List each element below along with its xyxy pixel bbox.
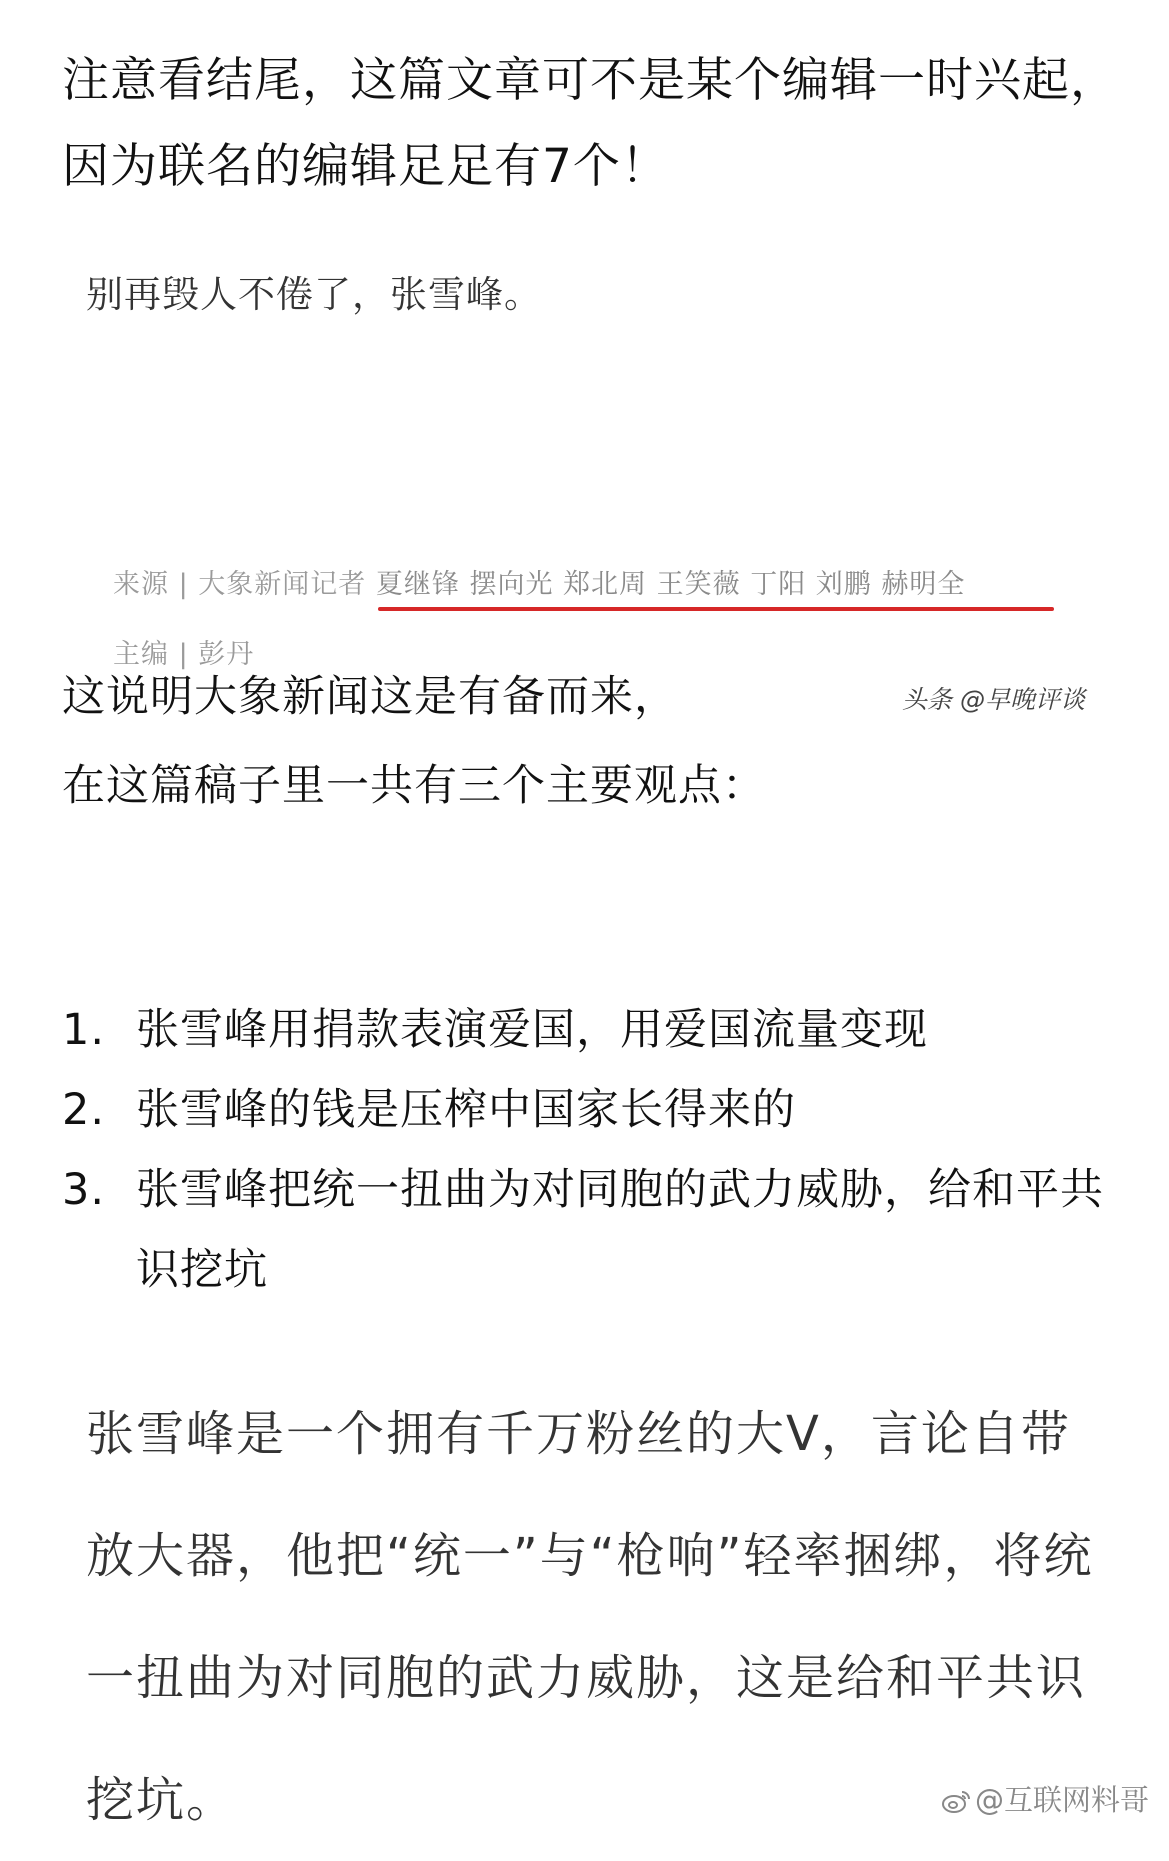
middle-line-2: 在这篇稿子里一共有三个主要观点： [62,761,766,811]
list-text: 张雪峰用捐款表演爱国，用爱国流量变现 [136,1005,928,1055]
embedded-quote-screenshot: 张雪峰是一个拥有千万粉丝的大V，言论自带放大器，他把“统一”与“枪响”轻率捆绑，将统一扭曲为对同胞的武力威胁，这是给和平共识挖坑。 [86,1406,1094,1828]
weibo-watermark [941,1778,1149,1819]
embedded-article-screenshot [0,240,1169,720]
list-text: 张雪峰把统一扭曲为对同胞的武力威胁，给和平共识挖坑 [136,1165,1104,1295]
article-title: 别再毁人不倦了，张雪峰。 [86,273,542,316]
weibo-icon [941,1788,971,1814]
list-item [62,990,1112,1070]
weibo-handle: @互联网料哥 [974,1783,1149,1817]
reporter-names: 夏继锋 摆向光 郑北周 王笑薇 丁阳 刘鹏 赫明全 [375,569,966,600]
list-number: 1. [62,1005,106,1055]
red-underline-annotation [378,607,1054,611]
intro-paragraph: 注意看结尾，这篇文章可不是某个编辑一时兴起，因为联名的编辑足足有7个！ [62,53,1118,194]
list-number: 2. [62,1085,106,1135]
middle-line-1: 这说明大象新闻这是有备而来， [62,672,678,722]
toutiao-watermark: 头条 @早晚评谈 [902,685,1085,714]
list-item [62,1070,1112,1150]
list-item [62,1150,1112,1310]
list-number: 3. [62,1165,106,1215]
list-text: 张雪峰的钱是压榨中国家长得来的 [136,1085,796,1135]
points-list [62,990,1112,1310]
source-prefix: 来源 | 大象新闻记者 [113,569,376,600]
article-editor-line: 主编 | 彭丹 [113,639,255,670]
article-source-line [113,562,965,601]
